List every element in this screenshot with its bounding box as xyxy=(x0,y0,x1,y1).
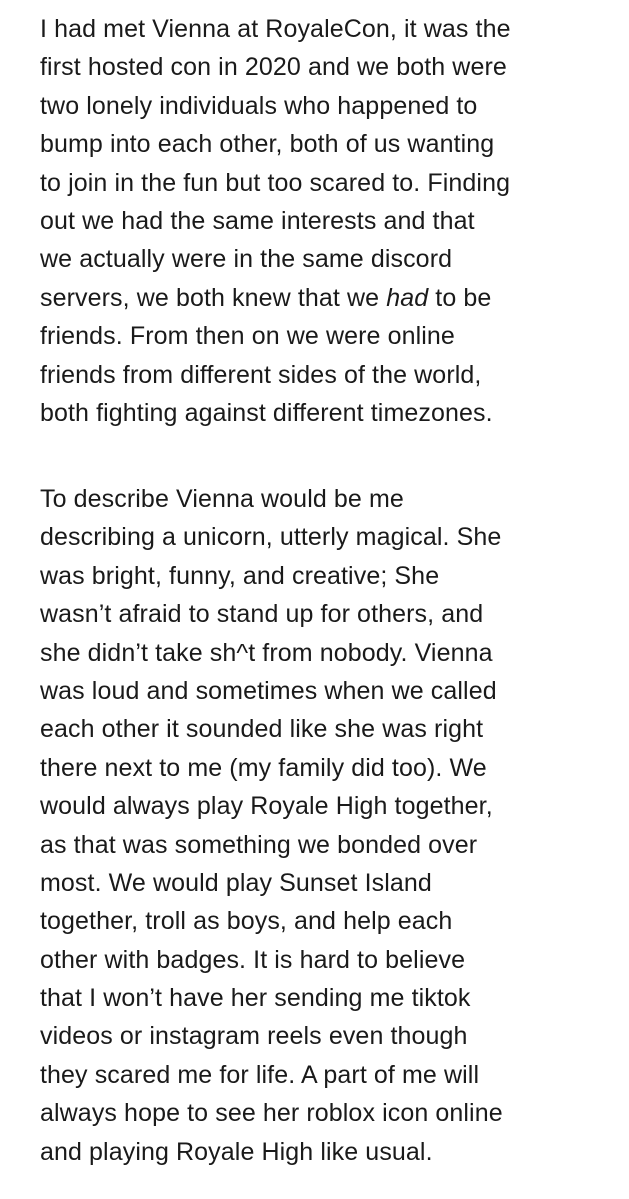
text-line: most. We would play Sunset Island xyxy=(40,868,432,897)
text-line: first hosted con in 2020 and we both were xyxy=(40,53,507,82)
text-line: would always play Royale High together, xyxy=(40,792,493,821)
text-line: we actually were in the same discord xyxy=(40,245,453,274)
text-line: out we had the same interests and that xyxy=(40,206,475,235)
text-run: servers, we both knew that we xyxy=(40,283,387,312)
paragraph-1 xyxy=(40,10,600,432)
paragraph-2 xyxy=(40,480,600,1171)
text-line: together, troll as boys, and help each xyxy=(40,907,453,936)
text-line: as that was something we bonded over xyxy=(40,830,478,859)
text-line: videos or instagram reels even though xyxy=(40,1022,468,1051)
text-line xyxy=(40,279,600,317)
text-line: describing a unicorn, utterly magical. She xyxy=(40,523,502,552)
text-line: bump into each other, both of us wanting xyxy=(40,130,495,159)
text-line: always hope to see her roblox icon online xyxy=(40,1099,503,1128)
text-line: there next to me (my family did too). We xyxy=(40,753,487,782)
text-line: was loud and sometimes when we called xyxy=(40,676,497,705)
text-line: friends from different sides of the world, xyxy=(40,360,482,389)
text-line: to join in the fun but too scared to. Finding xyxy=(40,168,511,197)
text-run: to be xyxy=(428,283,492,312)
text-line: two lonely individuals who happened to xyxy=(40,91,478,120)
text-line: they scared me for life. A part of me will xyxy=(40,1060,480,1089)
text-line: I had met Vienna at RoyaleCon, it was the xyxy=(40,15,511,43)
emphasis-had: had xyxy=(386,283,429,312)
text-line: that I won’t have her sending me tiktok xyxy=(40,984,471,1013)
text-line: friends. From then on we were online xyxy=(40,322,455,351)
text-line: was bright, funny, and creative; She xyxy=(40,561,440,590)
text-line: she didn’t take sh^t from nobody. Vienna xyxy=(40,638,493,667)
text-line: other with badges. It is hard to believe xyxy=(40,945,466,974)
text-line: and playing Royale High like usual. xyxy=(40,1137,433,1166)
text-line: both fighting against different timezones. xyxy=(40,398,493,427)
text-line: each other it sounded like she was right xyxy=(40,715,484,744)
text-line: To describe Vienna would be me xyxy=(40,485,404,513)
text-line: wasn’t afraid to stand up for others, and xyxy=(40,600,484,629)
